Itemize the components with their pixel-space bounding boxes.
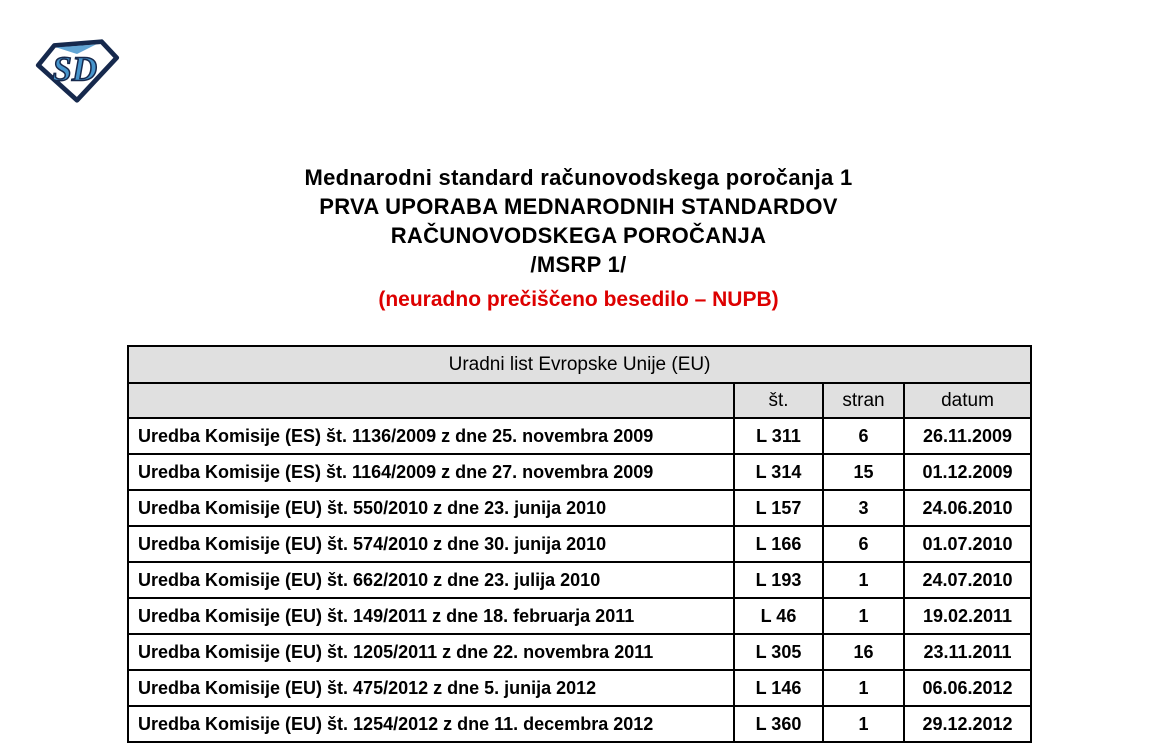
title-line-3: RAČUNOVODSKEGA POROČANJA [390, 223, 767, 248]
date-cell: 19.02.2011 [904, 598, 1031, 634]
eu-journal-table [127, 345, 1032, 743]
page-number-cell: 1 [823, 706, 904, 742]
table-row [128, 670, 1031, 706]
title-line-2: PRVA UPORABA MEDNARODNIH STANDARDOV [319, 194, 838, 219]
title-subtitle-red: (neuradno prečiščeno besedilo – NUPB) [378, 288, 779, 311]
issue-number-cell: L 311 [734, 418, 823, 454]
document-title [0, 163, 1157, 314]
issue-number-cell: L 305 [734, 634, 823, 670]
date-cell: 23.11.2011 [904, 634, 1031, 670]
date-cell: 24.06.2010 [904, 490, 1031, 526]
regulation-title-cell: Uredba Komisije (EU) št. 574/2010 z dne 30. junija 2010 [128, 526, 734, 562]
title-line-4: /MSRP 1/ [530, 252, 627, 277]
table-row [128, 526, 1031, 562]
date-cell: 01.12.2009 [904, 454, 1031, 490]
issue-number-cell: L 157 [734, 490, 823, 526]
page-number-cell: 16 [823, 634, 904, 670]
date-cell: 26.11.2009 [904, 418, 1031, 454]
regulation-title-cell: Uredba Komisije (EU) št. 475/2012 z dne 5. junija 2012 [128, 670, 734, 706]
page-number-cell: 1 [823, 598, 904, 634]
page-number-cell: 6 [823, 418, 904, 454]
table-row [128, 634, 1031, 670]
issue-number-cell: L 146 [734, 670, 823, 706]
regulation-title-cell: Uredba Komisije (EU) št. 662/2010 z dne 23. julija 2010 [128, 562, 734, 598]
column-header-date: datum [904, 383, 1031, 418]
issue-number-cell: L 46 [734, 598, 823, 634]
column-header-issue: št. [734, 383, 823, 418]
table-row [128, 418, 1031, 454]
table-caption: Uradni list Evropske Unije (EU) [128, 346, 1031, 383]
page-number-cell: 1 [823, 670, 904, 706]
date-cell: 06.06.2012 [904, 670, 1031, 706]
regulation-title-cell: Uredba Komisije (EU) št. 1254/2012 z dne 11. decembra 2012 [128, 706, 734, 742]
issue-number-cell: L 193 [734, 562, 823, 598]
date-cell: 29.12.2012 [904, 706, 1031, 742]
regulation-title-cell: Uredba Komisije (EU) št. 1205/2011 z dne 22. novembra 2011 [128, 634, 734, 670]
regulation-title-cell: Uredba Komisije (ES) št. 1164/2009 z dne 27. novembra 2009 [128, 454, 734, 490]
regulation-title-cell: Uredba Komisije (EU) št. 550/2010 z dne 23. junija 2010 [128, 490, 734, 526]
table-caption-row [128, 346, 1031, 383]
column-header-empty [128, 383, 734, 418]
page-number-cell: 1 [823, 562, 904, 598]
sd-logo-letters: SD [52, 49, 98, 89]
regulation-title-cell: Uredba Komisije (EU) št. 149/2011 z dne 18. februarja 2011 [128, 598, 734, 634]
issue-number-cell: L 166 [734, 526, 823, 562]
regulation-title-cell: Uredba Komisije (ES) št. 1136/2009 z dne 25. novembra 2009 [128, 418, 734, 454]
issue-number-cell: L 360 [734, 706, 823, 742]
sd-logo-icon [33, 36, 121, 104]
date-cell: 24.07.2010 [904, 562, 1031, 598]
page-number-cell: 6 [823, 526, 904, 562]
table-row [128, 598, 1031, 634]
table-header-row [128, 383, 1031, 418]
table-row [128, 454, 1031, 490]
page-number-cell: 15 [823, 454, 904, 490]
issue-number-cell: L 314 [734, 454, 823, 490]
title-line-1: Mednarodni standard računovodskega poročanja 1 [304, 165, 853, 190]
date-cell: 01.07.2010 [904, 526, 1031, 562]
table-row [128, 562, 1031, 598]
page-number-cell: 3 [823, 490, 904, 526]
table-row [128, 490, 1031, 526]
table-row [128, 706, 1031, 742]
column-header-page: stran [823, 383, 904, 418]
